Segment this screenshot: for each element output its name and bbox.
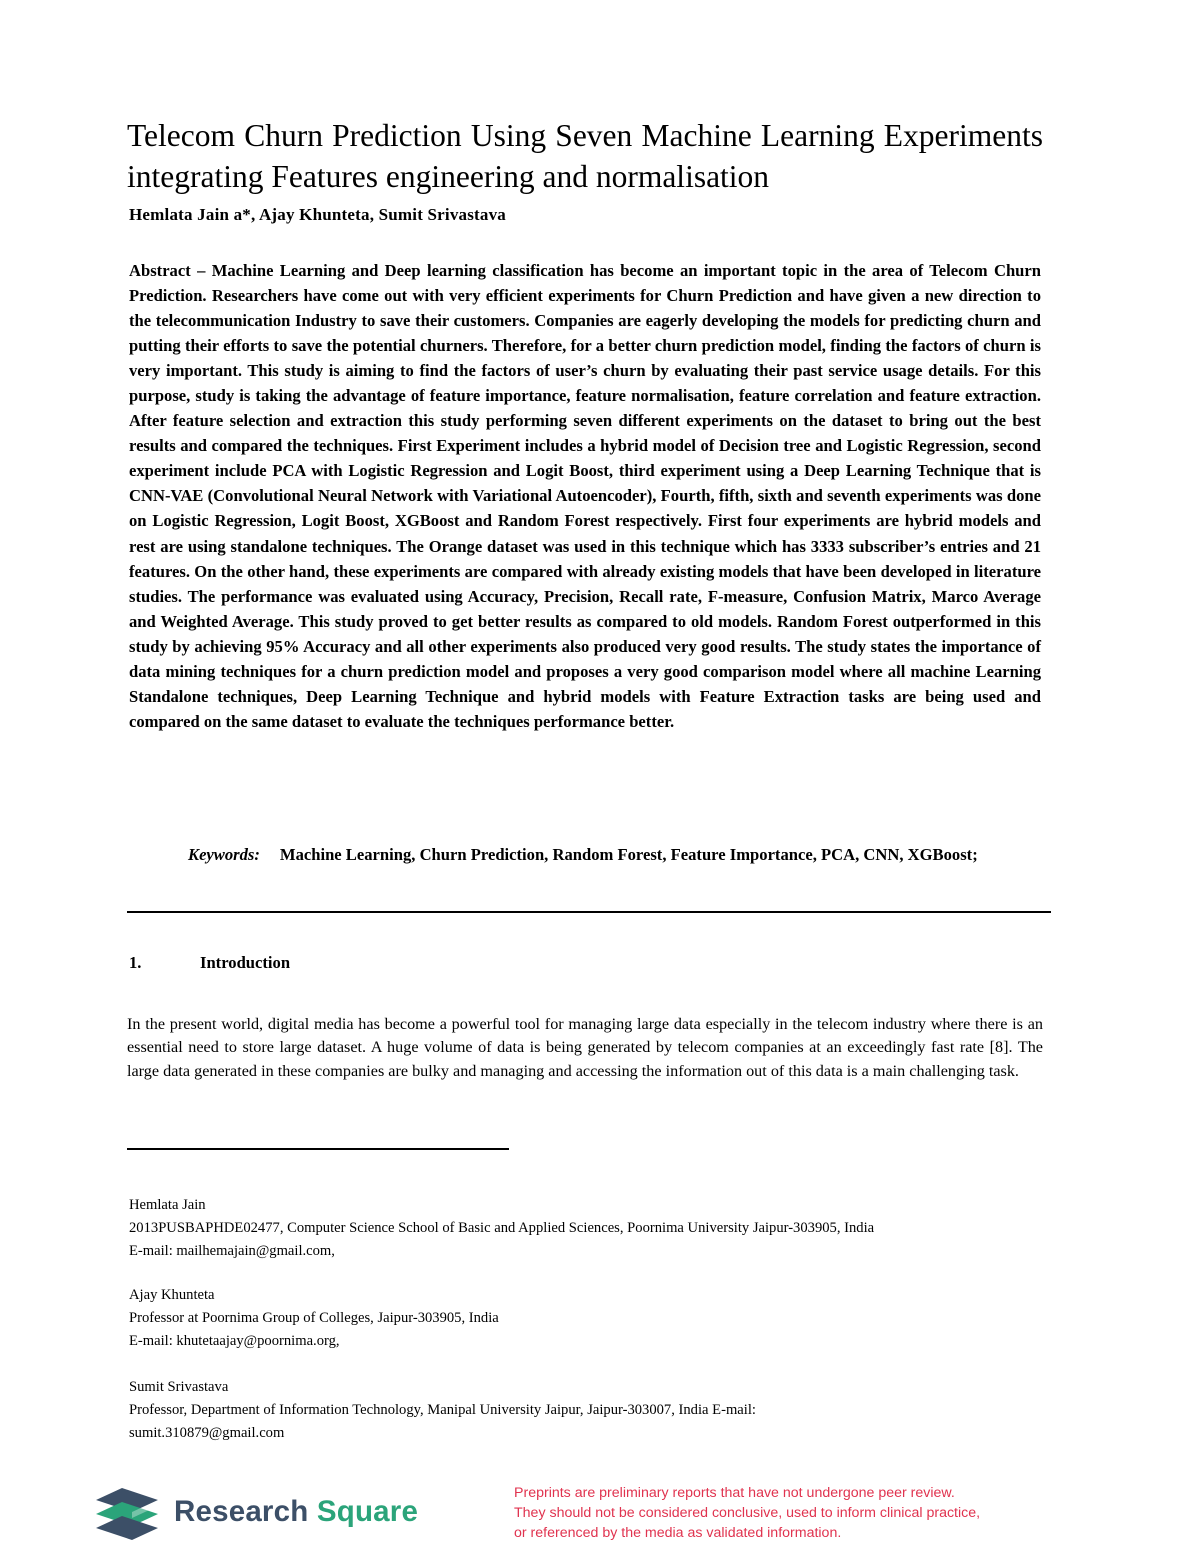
- wordmark-research: Research: [174, 1495, 309, 1528]
- research-square-logo-icon: [96, 1486, 162, 1542]
- footnote-author-3: [129, 1376, 756, 1445]
- footnote-email: sumit.310879@gmail.com: [129, 1425, 285, 1441]
- section-title: Introduction: [200, 953, 291, 972]
- section-number: 1.: [129, 953, 142, 972]
- keywords-text: Machine Learning, Churn Prediction, Random Forest, Feature Importance, PCA, CNN, XGBoost;: [279, 845, 978, 864]
- disclaimer-line: or referenced by the media as validated information.: [514, 1525, 842, 1541]
- footnote-email: E-mail: mailhemajain@gmail.com,: [129, 1243, 335, 1259]
- abstract: Abstract – Machine Learning and Deep learning classification has become an important topic in the area of Telecom Churn Prediction. Researchers have come out with very efficient experiments for Churn Prediction and have given a new direction to the telecommunication Industry to save their customers. Companies are eagerly developing the models for predicting churn and putting their efforts to save the potential churners. Therefore, for a better churn prediction model, finding the factors of churn is very important. This study is aiming to find the factors of user’s churn by evaluating their past service usage details. For this purpose, study is taking the advantage of feature importance, feature normalisation, feature correlation and feature extraction. After feature selection and extraction this study performing seven different experiments on the dataset to bring out the best results and compared the techniques. First Experiment includes a hybrid model of Decision tree and Logistic Regression, second experiment include PCA with Logistic Regression and Logit Boost, third experiment using a Deep Learning Technique that is CNN-VAE (Convolutional Neural Network with Variational Autoencoder), Fourth, fifth, sixth and seventh experiments was done on Logistic Regression, Logit Boost, XGBoost and Random Forest respectively. First four experiments are hybrid models and rest are using standalone techniques. The Orange dataset was used in this technique which has 3333 subscriber’s entries and 21 features. On the other hand, these experiments are compared with already existing models that have been developed in literature studies. The performance was evaluated using Accuracy, Precision, Recall rate, F-measure, Confusion Matrix, Marco Average and Weighted Average. This study proved to get better results as compared to old models. Random Forest outperformed in this study by achieving 95% Accuracy and all other experiments also produced very good results. The study states the importance of data mining techniques for a churn prediction model and proposes a very good comparison model where all machine Learning Standalone techniques, Deep Learning Technique and hybrid models with Feature Extraction tasks are being used and compared on the same dataset to evaluate the techniques performance better.: [129, 261, 1041, 731]
- footnote-affiliation: 2013PUSBAPHDE02477, Computer Science School of Basic and Applied Sciences, Poornima University Jaipur-303905, India: [129, 1220, 875, 1236]
- preprint-disclaimer: [514, 1483, 1074, 1543]
- wordmark-square: Square: [316, 1495, 419, 1528]
- research-square-wordmark: [174, 1495, 418, 1529]
- disclaimer-line: Preprints are preliminary reports that have not undergone peer review.: [514, 1485, 955, 1501]
- footnote-email: E-mail: khutetaajay@poornima.org,: [129, 1333, 340, 1349]
- footnote-affiliation: Professor at Poornima Group of Colleges, Jaipur-303905, India: [129, 1310, 499, 1326]
- section-heading: [129, 953, 290, 973]
- footnote-name: Ajay Khunteta: [129, 1287, 215, 1303]
- paper-title: Telecom Churn Prediction Using Seven Machine Learning Experiments integrating Features engineering and normalisation: [127, 118, 1043, 194]
- disclaimer-line: They should not be considered conclusive, used to inform clinical practice,: [514, 1505, 981, 1521]
- introduction-paragraph: In the present world, digital media has become a powerful tool for managing large data especially in the telecom industry where there is an essential need to store large dataset. A huge volume of data is being generated by telecom companies at an exceedingly fast rate [8]. The large data generated in these companies are bulky and managing and accessing the information out of this data is a main challenging task.: [127, 1015, 1043, 1080]
- keywords-label: Keywords:: [188, 845, 260, 864]
- keywords: [129, 842, 1041, 867]
- author-list: Hemlata Jain a*, Ajay Khunteta, Sumit Srivastava: [129, 205, 507, 224]
- footnote-divider: [127, 1148, 509, 1150]
- footnote-author-2: [129, 1284, 499, 1353]
- footnote-author-1: [129, 1194, 874, 1263]
- footnote-affiliation: Professor, Department of Information Technology, Manipal University Jaipur, Jaipur-303007, India E-mail:: [129, 1402, 756, 1418]
- footnote-name: Hemlata Jain: [129, 1197, 206, 1213]
- footnote-name: Sumit Srivastava: [129, 1379, 229, 1395]
- section-divider: [127, 911, 1051, 913]
